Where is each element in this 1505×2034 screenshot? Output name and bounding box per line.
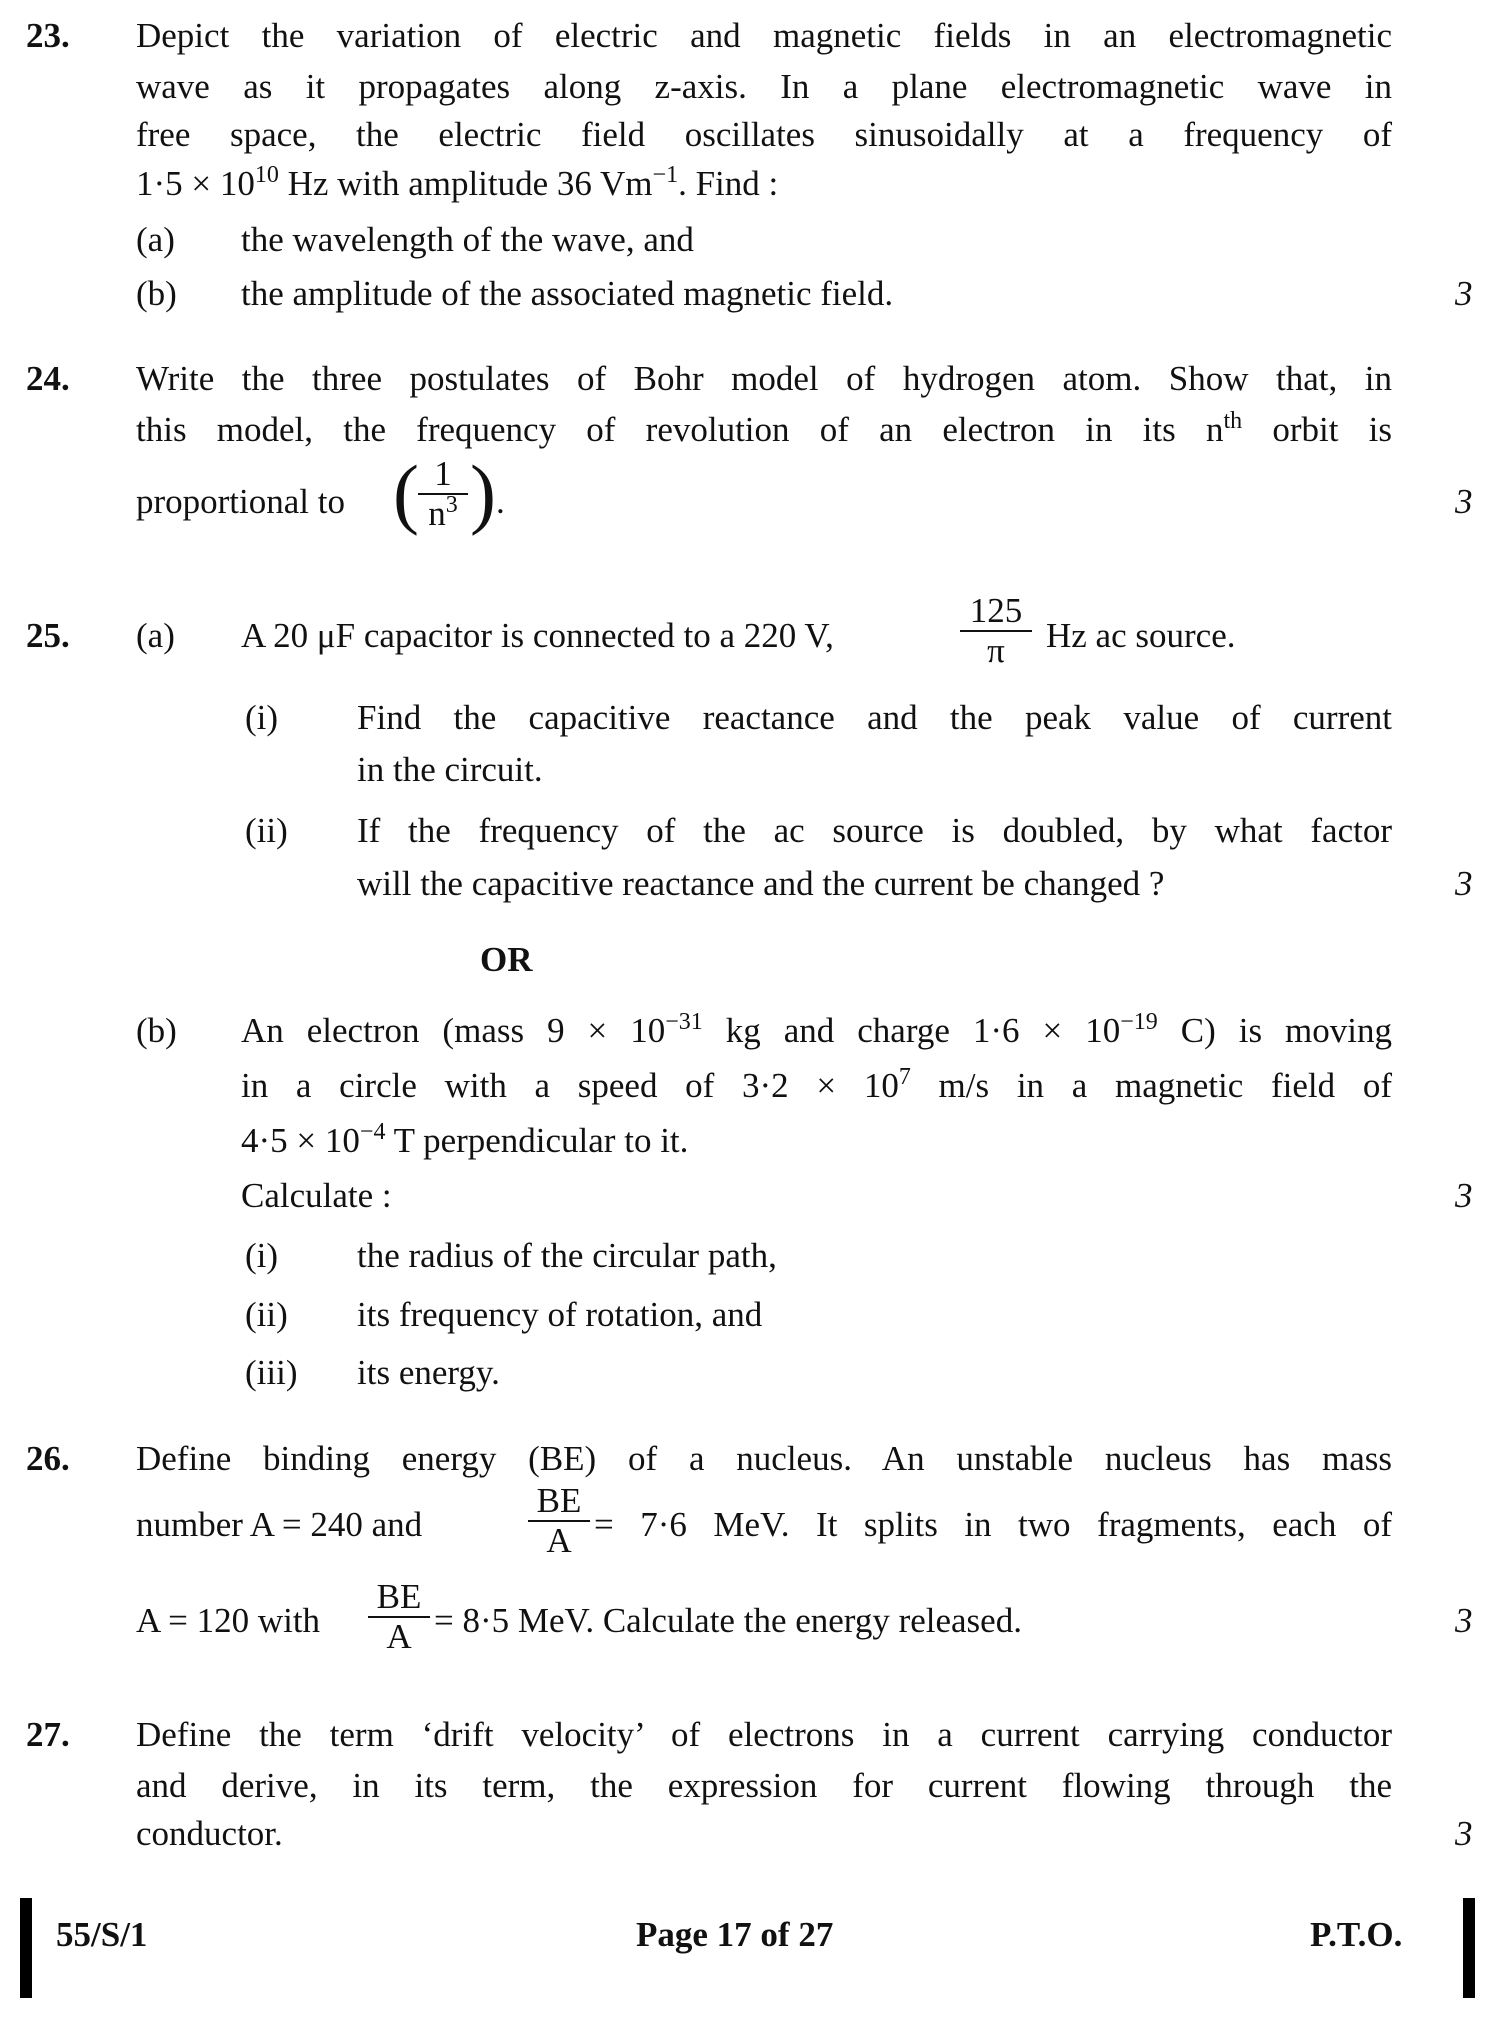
subpart-text: the radius of the circular path, — [357, 1236, 777, 1275]
superscript: −1 — [652, 162, 679, 188]
question-number: 27. — [26, 1715, 70, 1754]
part-label: (b) — [136, 1011, 177, 1050]
text: Hz with amplitude 36 Vm — [278, 164, 653, 203]
or-separator: OR — [480, 940, 533, 979]
text: C) is moving — [1157, 1011, 1393, 1050]
part-text: Hz ac source. — [1046, 616, 1236, 655]
denominator — [418, 493, 468, 533]
denominator: A — [528, 1520, 590, 1560]
part-label: (a) — [136, 220, 175, 259]
part-text — [241, 1009, 1392, 1053]
part-text — [241, 1119, 688, 1163]
part-text: Calculate : — [241, 1176, 392, 1215]
question-text: number A = 240 and — [136, 1505, 423, 1544]
subpart-text: If the frequency of the ac source is doubled, by what factor — [357, 811, 1392, 850]
question-text: Depict the variation of electric and magnetic fields in an electromagnetic — [136, 16, 1392, 55]
numerator: BE — [536, 1481, 582, 1520]
question-text: conductor. — [136, 1814, 283, 1853]
question-text: = 8·5 MeV. Calculate the energy released. — [434, 1601, 1022, 1640]
text: An electron (mass 9 × 10 — [241, 1011, 666, 1050]
fraction — [418, 455, 468, 533]
question-number: 26. — [26, 1439, 70, 1478]
part-label: (b) — [136, 274, 177, 313]
text: m/s in a magnetic field of — [910, 1066, 1392, 1105]
left-margin-bar — [20, 1898, 32, 1998]
left-paren: ( — [393, 449, 419, 536]
superscript: 10 — [254, 162, 279, 188]
numerator: 1 — [434, 454, 452, 493]
subpart-text: will the capacitive reactance and the current be changed ? — [357, 864, 1165, 903]
question-text: Write the three postulates of Bohr model of hydrogen atom. Show that, in — [136, 359, 1392, 398]
marks: 3 — [1455, 1814, 1473, 1853]
question-text — [136, 408, 1392, 452]
question-text: Define binding energy (BE) of a nucleus. An unstable nucleus has mass — [136, 1439, 1392, 1478]
question-text: A = 120 with — [136, 1601, 321, 1640]
marks: 3 — [1455, 1176, 1473, 1215]
superscript: −19 — [1120, 1009, 1158, 1035]
subpart-text: Find the capacitive reactance and the peak value of current — [357, 698, 1392, 737]
please-turn-over: P.T.O. — [1310, 1915, 1403, 1954]
text: kg and charge 1·6 × 10 — [702, 1011, 1121, 1050]
question-number: 25. — [26, 616, 70, 655]
part-text: the wavelength of the wave, and — [241, 220, 694, 259]
part-label: (a) — [136, 616, 175, 655]
subpart-label: (ii) — [245, 811, 288, 850]
superscript: th — [1223, 408, 1243, 434]
question-number: 23. — [26, 16, 70, 55]
page-number: Page 17 of 27 — [636, 1915, 834, 1954]
text: 1·5 × 10 — [136, 164, 255, 203]
subpart-text: in the circuit. — [357, 750, 543, 789]
right-margin-bar — [1463, 1898, 1475, 1998]
paper-code: 55/S/1 — [56, 1915, 148, 1954]
marks: 3 — [1455, 274, 1473, 313]
text: . — [496, 482, 505, 521]
superscript: 7 — [898, 1064, 911, 1090]
question-text: = 7·6 MeV. It splits in two fragments, each of — [594, 1505, 1392, 1544]
question-text: free space, the electric field oscillates sinusoidally at a frequency of — [136, 115, 1392, 154]
subpart-label: (i) — [245, 1236, 279, 1275]
question-text — [136, 162, 778, 206]
part-text — [241, 1064, 1392, 1108]
question-text: proportional to — [136, 482, 345, 521]
question-text: and derive, in its term, the expression for current flowing through the — [136, 1766, 1392, 1805]
fraction — [368, 1578, 430, 1656]
text: this model, the frequency of revolution of an electron in its n — [136, 410, 1224, 449]
part-text: A 20 μF capacitor is connected to a 220 V, — [241, 616, 834, 655]
marks: 3 — [1455, 1601, 1473, 1640]
fraction — [960, 592, 1032, 670]
part-text: the amplitude of the associated magnetic field. — [241, 274, 894, 313]
superscript: 3 — [445, 492, 458, 518]
question-text: wave as it propagates along z-axis. In a plane electromagnetic wave in — [136, 67, 1392, 106]
right-paren: ) — [470, 449, 496, 536]
superscript: −31 — [665, 1009, 703, 1035]
subpart-text: its frequency of rotation, and — [357, 1295, 763, 1334]
denominator: A — [368, 1616, 430, 1656]
numerator: BE — [376, 1577, 422, 1616]
subpart-label: (ii) — [245, 1295, 288, 1334]
question-number: 24. — [26, 359, 70, 398]
fraction — [528, 1482, 590, 1560]
marks: 3 — [1455, 482, 1473, 521]
superscript: −4 — [359, 1119, 386, 1145]
text: in a circle with a speed of 3·2 × 10 — [241, 1066, 899, 1105]
subpart-text: its energy. — [357, 1353, 500, 1392]
subpart-label: (iii) — [245, 1353, 298, 1392]
text: n — [428, 494, 446, 533]
text: 4·5 × 10 — [241, 1121, 360, 1160]
text: orbit is — [1242, 410, 1393, 449]
numerator: 125 — [969, 591, 1023, 630]
subpart-label: (i) — [245, 698, 279, 737]
question-text: Define the term ‘drift velocity’ of electrons in a current carrying conductor — [136, 1715, 1392, 1754]
marks: 3 — [1455, 864, 1473, 903]
denominator: π — [960, 630, 1032, 670]
text: T perpendicular to it. — [385, 1121, 689, 1160]
text: . Find : — [678, 164, 779, 203]
